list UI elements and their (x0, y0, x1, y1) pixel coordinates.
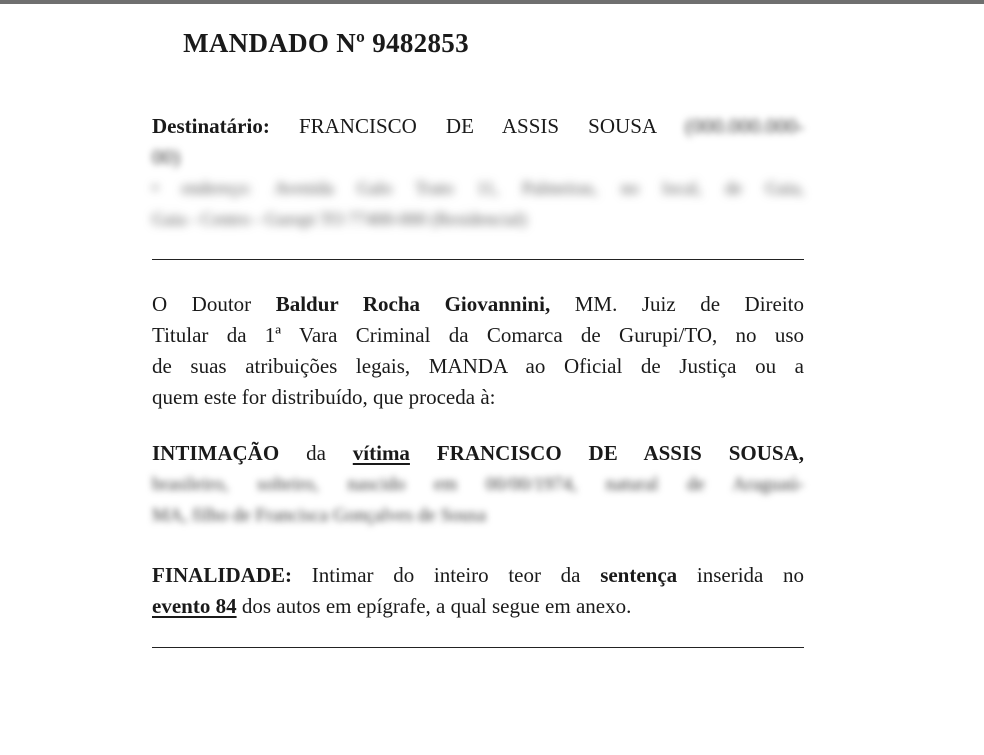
order-paragraph (152, 289, 804, 413)
intimation-redacted-line-2: MA, filho de Francisca Gonçalves de Sousa (152, 505, 487, 526)
order-line-3: de suas atribuições legais, MANDA ao Oficial de Justiça ou a (152, 354, 804, 378)
order-line-1 (152, 289, 804, 320)
intimation-da: da (306, 441, 326, 465)
event-reference: evento 84 (152, 594, 237, 618)
victim-name: FRANCISCO DE ASSIS SOUSA, (436, 441, 804, 465)
intimation-line-1 (152, 438, 804, 469)
recipient-id-redacted-end: 00) (152, 145, 180, 169)
finality-paragraph (152, 560, 804, 622)
intimation-paragraph (152, 438, 804, 531)
finality-label: FINALIDADE: (152, 563, 293, 587)
recipient-id-end-line (152, 142, 804, 173)
top-border (0, 0, 984, 4)
finality-text-2: inserida no (696, 563, 805, 587)
finality-text-3: dos autos em epígrafe, a qual segue em anexo. (241, 594, 632, 618)
victim-word: vítima (352, 441, 410, 465)
sentence-word: sentença (600, 563, 678, 587)
recipient-address-line-2: Gaia - Centro - Gurupi TO 77400-000 (Residencial) (152, 209, 527, 229)
order-prefix: O Doutor (152, 292, 252, 316)
order-line-4: quem este for distribuído, que proceda à: (152, 385, 496, 409)
intimation-redacted-line-1: brasileiro, solteiro, nascido em 00/00/1974, natural de Araguaú- (152, 474, 804, 495)
finality-text-1: Intimar do inteiro teor da (311, 563, 581, 587)
finality-line-1 (152, 560, 804, 591)
finality-line-2 (152, 591, 804, 622)
judge-name: Baldur Rocha Giovannini, (275, 292, 551, 316)
order-line-1-rest: MM. Juiz de Direito (574, 292, 805, 316)
order-line-2: Titular da 1ª Vara Criminal da Comarca de Gurupi/TO, no uso (152, 323, 804, 347)
recipient-label: Destinatário: (152, 114, 270, 138)
recipient-block (152, 111, 804, 235)
document-title: MANDADO Nº 9482853 (183, 28, 469, 58)
recipient-id-redacted: (000.000.000- (685, 114, 805, 138)
divider-top (152, 259, 804, 260)
divider-bottom (152, 647, 804, 648)
recipient-address-line-1: • endereço: Avenida Galo Trato 11, Palmeiras, no local, de Gaia, (152, 178, 804, 198)
recipient-name: FRANCISCO DE ASSIS SOUSA (298, 114, 656, 138)
intimation-label: INTIMAÇÃO (152, 441, 280, 465)
recipient-line (152, 111, 804, 142)
